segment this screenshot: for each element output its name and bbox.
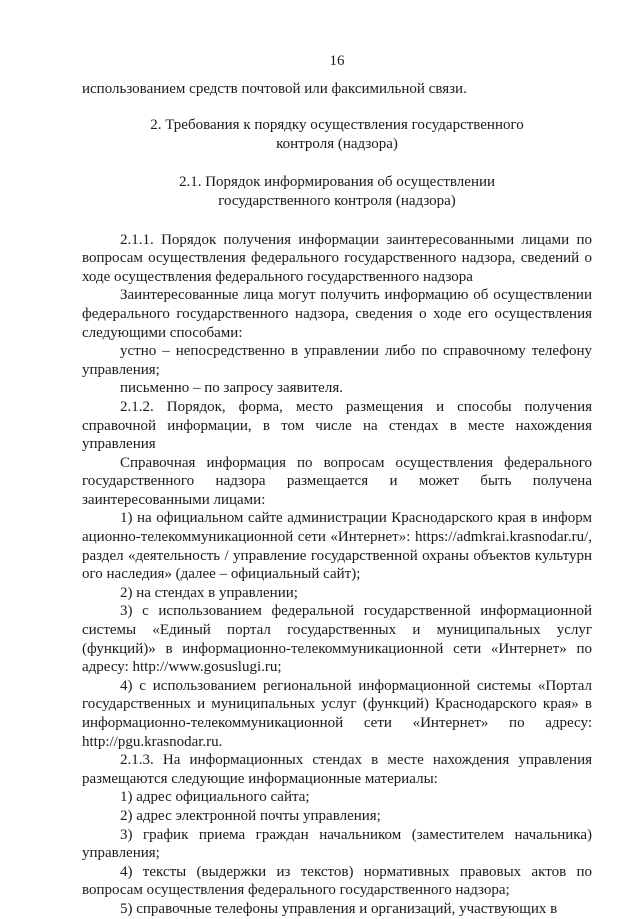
section-heading-line-1: 2. Требования к порядку осуществления государственного [150,117,524,134]
list-item-email-address: 2) адрес электронной почты управления; [120,807,381,824]
section-heading-line-2: контроля (надзора) [276,135,398,152]
paragraph-oral-method: устно – непосредственно в управлении либо по справочному телефону управления; [82,343,592,378]
paragraph-2-1-1: 2.1.1. Порядок получения информации заинтересованными лицами по вопросам осуществления федерального государственного надзора, сведений о ходе осуществления федерального государственного надзора [82,231,592,285]
list-item-stands: 2) на стендах в управлении; [120,584,298,601]
page-number: 16 [329,53,345,69]
subsection-heading [82,173,592,210]
list-item-regional-portal: 4) с использованием региональной информационной системы «Портал государственных и муниципальных услуг (функций) Краснодарского края» в информационно-телекоммуникационной сети «Интернет» по адресу: http://pgu.krasnodar.ru. [82,677,592,750]
paragraph-2-1-2: 2.1.2. Порядок, форма, место размещения и способы получения справочной информации, в том числе на стендах в месте нахождения управления [82,398,592,453]
list-item-phone-numbers: 5) справочные телефоны управления и организаций, участвующих в [120,900,558,917]
list-item-legal-texts: 4) тексты (выдержки из текстов) нормативных правовых актов по вопросам осуществления федерального государственного надзора; [82,863,592,899]
list-item-site-address: 1) адрес официального сайта; [120,789,310,806]
list-item-reception-schedule: 3) график приема граждан начальником (заместителем начальника) управления; [82,826,592,862]
list-item-federal-portal: 3) с использованием федеральной государственной информационной системы «Единый портал государственных и муниципальных услуг (функций)» в информационно-телекоммуникационной сети «Интернет» по адресу: http://www.gosuslugi.ru; [82,603,592,676]
paragraph-interested-parties: Заинтересованные лица могут получить информацию об осуществлении федерального государственного надзора, сведения о ходе его осуществления следующими способами: [82,287,592,341]
subsection-heading-line-2: государственного контроля (надзора) [218,192,456,209]
continuation-text: использованием средств почтовой или факсимильной связи. [82,80,467,97]
list-item-official-site: 1) на официальном сайте администрации Краснодарского края в информационно-телекоммуникационной сети «Интернет»: https://admkrai.krasnodar.ru/, раздел «деятельность / управление государственной охраны объектов культурного наследия» (далее – официальный сайт); [82,510,592,583]
paragraph-written-method: письменно – по запросу заявителя. [120,380,343,397]
body-text [82,231,592,919]
paragraph-2-1-3: 2.1.3. На информационных стендах в месте нахождения управления размещаются следующие информационные материалы: [82,752,592,787]
document-page [82,52,592,919]
subsection-heading-line-1: 2.1. Порядок информирования об осуществлении [178,174,496,191]
paragraph-reference-info: Справочная информация по вопросам осуществления федерального государственного надзора размещается и может быть получена заинтересованными лицами: [82,454,592,508]
section-heading [82,116,592,153]
